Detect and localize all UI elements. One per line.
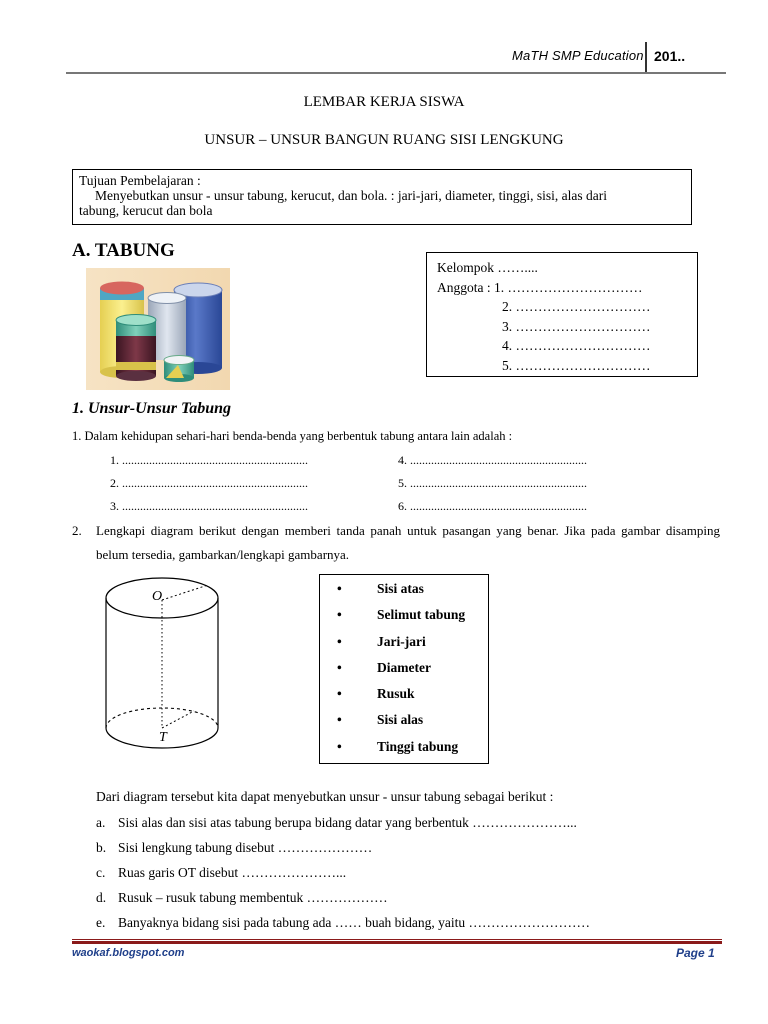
cylinder-parts-box	[319, 574, 489, 764]
cylinder-diagram	[100, 576, 224, 752]
footer-page-number: Page 1	[676, 946, 715, 960]
answer-line-5: 5. ...........................................................	[398, 476, 587, 490]
subsection-title: 1. Unsur-Unsur Tabung	[72, 400, 232, 417]
part-item: • Selimut tabung	[320, 602, 488, 628]
part-item: • Sisi atas	[320, 576, 488, 602]
conclusion-item-c	[96, 865, 346, 881]
member-2: 2. …………………………	[502, 299, 651, 314]
learning-objective-label: Tujuan Pembelajaran :	[79, 173, 201, 188]
answer-line-4: 4. ...........................................................	[398, 453, 587, 467]
footer-rule-thin	[72, 939, 722, 940]
member-3: 3. …………………………	[502, 318, 651, 334]
learning-objective-box	[72, 169, 692, 225]
conclusion-intro: Dari diagram tersebut kita dapat menyebutkan unsur - unsur tabung sebagai berikut :	[96, 789, 554, 804]
learning-objective-line1: Menyebutkan unsur - unsur tabung, kerucut, dan bola. : jari-jari, diameter, tinggi, sisi, alas dari	[95, 188, 607, 203]
item-letter: a.	[96, 815, 106, 830]
item-text: Sisi alas dan sisi atas tabung berupa bidang datar yang berbentuk …………………...	[118, 815, 577, 830]
label-T: T	[159, 730, 167, 745]
page-subtitle: UNSUR – UNSUR BANGUN RUANG SISI LENGKUNG	[204, 132, 564, 148]
item-text: Ruas garis OT disebut …………………...	[118, 865, 347, 880]
part-item: • Sisi alas	[320, 707, 488, 733]
header-year: 201..	[654, 48, 686, 64]
conclusion-item-b	[96, 840, 372, 856]
answer-line-2: 2. ..............................................................	[110, 476, 308, 490]
question-2	[72, 519, 720, 567]
item-letter: c.	[96, 865, 106, 880]
item-letter: d.	[96, 890, 107, 905]
answer-line-6: 6. ...........................................................	[398, 499, 587, 513]
part-item: • Rusuk	[320, 681, 488, 707]
item-letter: b.	[96, 840, 107, 855]
group-label: Kelompok ……....	[437, 260, 538, 275]
answer-line-1: 1. ..............................................................	[110, 453, 308, 467]
item-text: Rusuk – rusuk tabung membentuk ………………	[118, 890, 388, 905]
conclusion-item-a	[96, 815, 577, 831]
footer-rule-thick	[72, 941, 722, 944]
item-text: Sisi lengkung tabung disebut …………………	[118, 840, 373, 855]
cylinders-illustration	[86, 268, 230, 390]
member-4: 4. …………………………	[502, 338, 651, 353]
page-title: LEMBAR KERJA SISWA	[303, 94, 465, 110]
member-1: Anggota : 1. …………………………	[437, 279, 643, 295]
top-radius	[162, 585, 208, 600]
learning-objective-line2: tabung, kerucut dan bola	[79, 203, 213, 218]
part-item: • Diameter	[320, 655, 488, 681]
conclusion-item-e	[96, 915, 590, 931]
conclusion-item-d	[96, 890, 388, 906]
item-text: Banyaknya bidang sisi pada tabung ada …… buah bidang, yaitu ………………………	[118, 915, 591, 930]
header-rule	[66, 72, 726, 74]
item-letter: e.	[96, 915, 106, 930]
header-separator	[645, 42, 647, 72]
member-5: 5. …………………………	[502, 357, 651, 373]
section-a-title: A. TABUNG	[72, 240, 175, 261]
question-1: 1. Dalam kehidupan sehari-hari benda-benda yang berbentuk tabung antara lain adalah :	[72, 429, 513, 443]
footer-blog-link[interactable]: waokaf.blogspot.com	[72, 947, 185, 959]
part-item: • Jari-jari	[320, 629, 488, 655]
question-2-text: Lengkapi diagram berikut dengan memberi tanda panah untuk pasangan yang benar. Jika pada gambar disamping belum tersedia, gambarkan/lengkapi gambarnya.	[96, 523, 720, 562]
header-brand: MaTH SMP Education	[512, 48, 644, 63]
bottom-radius	[162, 711, 194, 728]
group-members-box	[426, 252, 698, 377]
part-item: • Tinggi tabung	[320, 734, 488, 760]
label-O: O	[152, 589, 163, 604]
answer-line-3: 3. ..............................................................	[110, 499, 308, 513]
question-2-number: 2.	[72, 523, 82, 538]
